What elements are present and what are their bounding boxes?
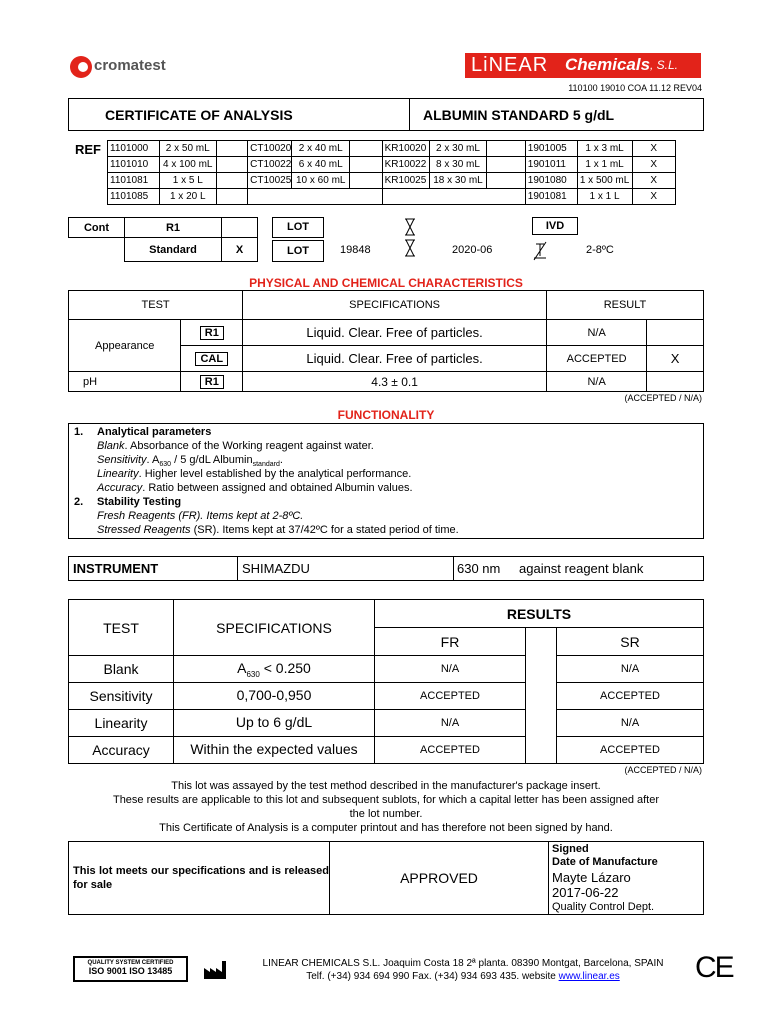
ref-cell xyxy=(216,189,247,205)
ref-cell xyxy=(292,189,350,205)
result-spec: Up to 6 g/dL xyxy=(174,710,375,737)
storage-temp: 2-8ºC xyxy=(586,244,614,256)
ref-row xyxy=(108,141,676,157)
website-link[interactable]: www.linear.es xyxy=(558,971,620,982)
ref-cell: 1901080 xyxy=(525,173,577,189)
cont-table: Cont R1 Standard X xyxy=(68,217,258,262)
ref-cell: CT10020 xyxy=(248,141,292,157)
ref-cell: 4 x 100 mL xyxy=(159,157,216,173)
ref-cell: KR10022 xyxy=(382,157,429,173)
ref-cell: 1 x 20 L xyxy=(159,189,216,205)
ref-cell: X xyxy=(632,157,675,173)
ivd-label: IVD xyxy=(532,217,578,235)
ref-cell: X xyxy=(632,189,675,205)
thermometer-icon xyxy=(530,240,550,262)
ref-row xyxy=(108,173,676,189)
ref-cell xyxy=(216,157,247,173)
approval-box: This lot meets our specifications and is released for sale APPROVED Signed Date of Manufacture Mayte Lázaro 2017-06-22 Quality Control Dept. xyxy=(68,841,704,915)
result-fr: ACCEPTED xyxy=(375,683,526,710)
ce-mark: CE xyxy=(695,951,733,984)
physchem-heading: PHYSICAL AND CHEMICAL CHARACTERISTICS xyxy=(249,276,523,290)
results-row xyxy=(69,656,704,683)
ref-cell: 1101081 xyxy=(108,173,160,189)
ref-cell: 2 x 40 mL xyxy=(292,141,350,157)
ref-cell xyxy=(487,157,525,173)
ref-cell xyxy=(429,189,487,205)
result-spec: Within the expected values xyxy=(174,737,375,764)
ref-cell xyxy=(248,189,292,205)
release-statement: This lot meets our specifications and is released for sale xyxy=(73,865,329,891)
product-title: ALBUMIN STANDARD 5 g/dL xyxy=(423,107,615,123)
instrument-box: INSTRUMENT SHIMAZDU 630 nm against reagent blank xyxy=(68,556,704,581)
ref-cell: 8 x 30 mL xyxy=(429,157,487,173)
ref-row xyxy=(108,189,676,205)
ref-cell: 18 x 30 mL xyxy=(429,173,487,189)
result-fr: N/A xyxy=(375,710,526,737)
result-sr: ACCEPTED xyxy=(557,737,704,764)
result-sr: ACCEPTED xyxy=(557,683,704,710)
result-sr: N/A xyxy=(557,656,704,683)
result-test: Linearity xyxy=(69,710,174,737)
results-row xyxy=(69,737,704,764)
ref-cell: 1101010 xyxy=(108,157,160,173)
ref-cell: KR10025 xyxy=(382,173,429,189)
ref-cell xyxy=(350,141,382,157)
ref-cell: 1 x 1 L xyxy=(577,189,632,205)
ref-cell: 6 x 40 mL xyxy=(292,157,350,173)
ref-cell xyxy=(216,141,247,157)
result-test: Accuracy xyxy=(69,737,174,764)
statement-2: These results are applicable to this lot and subsequent sublots, for which a capital letter has been assigned after xyxy=(112,794,660,806)
ref-cell: 1 x 5 L xyxy=(159,173,216,189)
hourglass-icon xyxy=(403,218,417,236)
ref-cell: CT10022 xyxy=(248,157,292,173)
lot-number: 19848 xyxy=(340,244,371,256)
ref-cell: X xyxy=(632,141,675,157)
ref-table xyxy=(107,140,676,205)
results-row xyxy=(69,683,704,710)
results-table: TEST SPECIFICATIONS RESULTS FR SR Blank $A_{630} < 0.250$ N/A N/A Sensitivity 0,700-0,950 ACCEPTED ACCEPTED Linearity Up to 6 g/dL N/A N/A Accuracy Within the expected values ACCEPTED ACCEPTED xyxy=(68,599,704,764)
result-spec: 0,700-0,950 xyxy=(174,683,375,710)
physchem-table: TEST SPECIFICATIONS RESULT Appearance R1 Liquid. Clear. Free of particles. N/A CAL Liquid. Clear. Free of particles. ACCEPTED X pH R1 4.3 ± 0.1 N/A xyxy=(68,290,704,392)
result-fr: N/A xyxy=(375,656,526,683)
result-sr: N/A xyxy=(557,710,704,737)
ref-cell xyxy=(487,173,525,189)
department: Quality Control Dept. xyxy=(552,901,655,913)
ref-cell xyxy=(350,173,382,189)
result-test: Blank xyxy=(69,656,174,683)
result-spec: $A_{630} < 0.250$ xyxy=(174,656,375,683)
expiry-date: 2020-06 xyxy=(452,244,493,256)
statement-4: This Certificate of Analysis is a computer printout and has therefore not been signed by hand. xyxy=(159,822,613,834)
lot-label: LOT xyxy=(272,217,324,238)
result-fr: ACCEPTED xyxy=(375,737,526,764)
ref-cell: 1 x 1 mL xyxy=(577,157,632,173)
functionality-box: 1. Analytical parameters Blank. Absorbance of the Working reagent against water. Sensitivity. $A_{630} / 5$ g/dL Albumin$_{standard}$. Linearity. Higher level established by the analytical performance. Accuracy. Ratio between assigned and obtained Albumin values. 2. Stability Testing Fresh Reagents (FR). Items kept at 2-8ºC. Stressed Reagents (SR). Items kept at 37/42ºC for a stated period of time. xyxy=(68,423,704,539)
ref-cell xyxy=(350,189,382,205)
ref-cell: 1101085 xyxy=(108,189,160,205)
functionality-heading: FUNCTIONALITY xyxy=(337,408,435,422)
ref-cell xyxy=(487,189,525,205)
title-box xyxy=(68,98,704,131)
ref-cell xyxy=(382,189,429,205)
doc-code: 110100 19010 COA 11.12 REV04 xyxy=(568,83,702,93)
statements xyxy=(68,779,704,835)
ref-row xyxy=(108,157,676,173)
ref-cell: 1101000 xyxy=(108,141,160,157)
statement-3: the lot number. xyxy=(349,808,423,820)
ref-cell: X xyxy=(632,173,675,189)
physchem-note: (ACCEPTED / N/A) xyxy=(624,393,702,403)
results-note: (ACCEPTED / N/A) xyxy=(624,765,702,775)
ref-cell: 2 x 50 mL xyxy=(159,141,216,157)
page-title: CERTIFICATE OF ANALYSIS xyxy=(105,107,293,123)
statement-1: This lot was assayed by the test method described in the manufacturer's package insert. xyxy=(171,780,601,792)
cromatest-brand: cromatest xyxy=(94,57,166,74)
linear-logo: LiNEAR Chemicals , S.L. xyxy=(465,53,701,78)
ref-cell: 1901011 xyxy=(525,157,577,173)
ref-cell: 10 x 60 mL xyxy=(292,173,350,189)
ref-cell xyxy=(487,141,525,157)
ref-cell: CT10025 xyxy=(248,173,292,189)
approved-status: APPROVED xyxy=(400,870,478,886)
manufacturer-icon xyxy=(203,960,227,980)
ref-cell: 1901005 xyxy=(525,141,577,157)
cromatest-logo xyxy=(70,52,180,82)
hourglass-icon-2 xyxy=(403,239,417,257)
ref-cell: 1901081 xyxy=(525,189,577,205)
ref-cell xyxy=(216,173,247,189)
result-test: Sensitivity xyxy=(69,683,174,710)
ref-cell: KR10020 xyxy=(382,141,429,157)
signer-name: Mayte Lázaro xyxy=(552,870,631,885)
ref-cell: 1 x 500 mL xyxy=(577,173,632,189)
ref-cell: 1 x 3 mL xyxy=(577,141,632,157)
lot-label-2: LOT xyxy=(272,240,324,262)
ref-cell: 2 x 30 mL xyxy=(429,141,487,157)
footer-address: LINEAR CHEMICALS S.L. Joaquim Costa 18 2ª planta. 08390 Montgat, Barcelona, SPAIN Telf. (+34) 934 694 990 Fax. (+34) 934 693 435. website www.linear.es xyxy=(262,958,664,982)
ref-label: REF xyxy=(75,142,101,157)
quality-badge: QUALITY SYSTEM CERTIFIED ISO 9001 ISO 13485 xyxy=(73,956,188,982)
ref-cell xyxy=(350,157,382,173)
results-row xyxy=(69,710,704,737)
manufacture-date: 2017-06-22 xyxy=(552,885,619,900)
